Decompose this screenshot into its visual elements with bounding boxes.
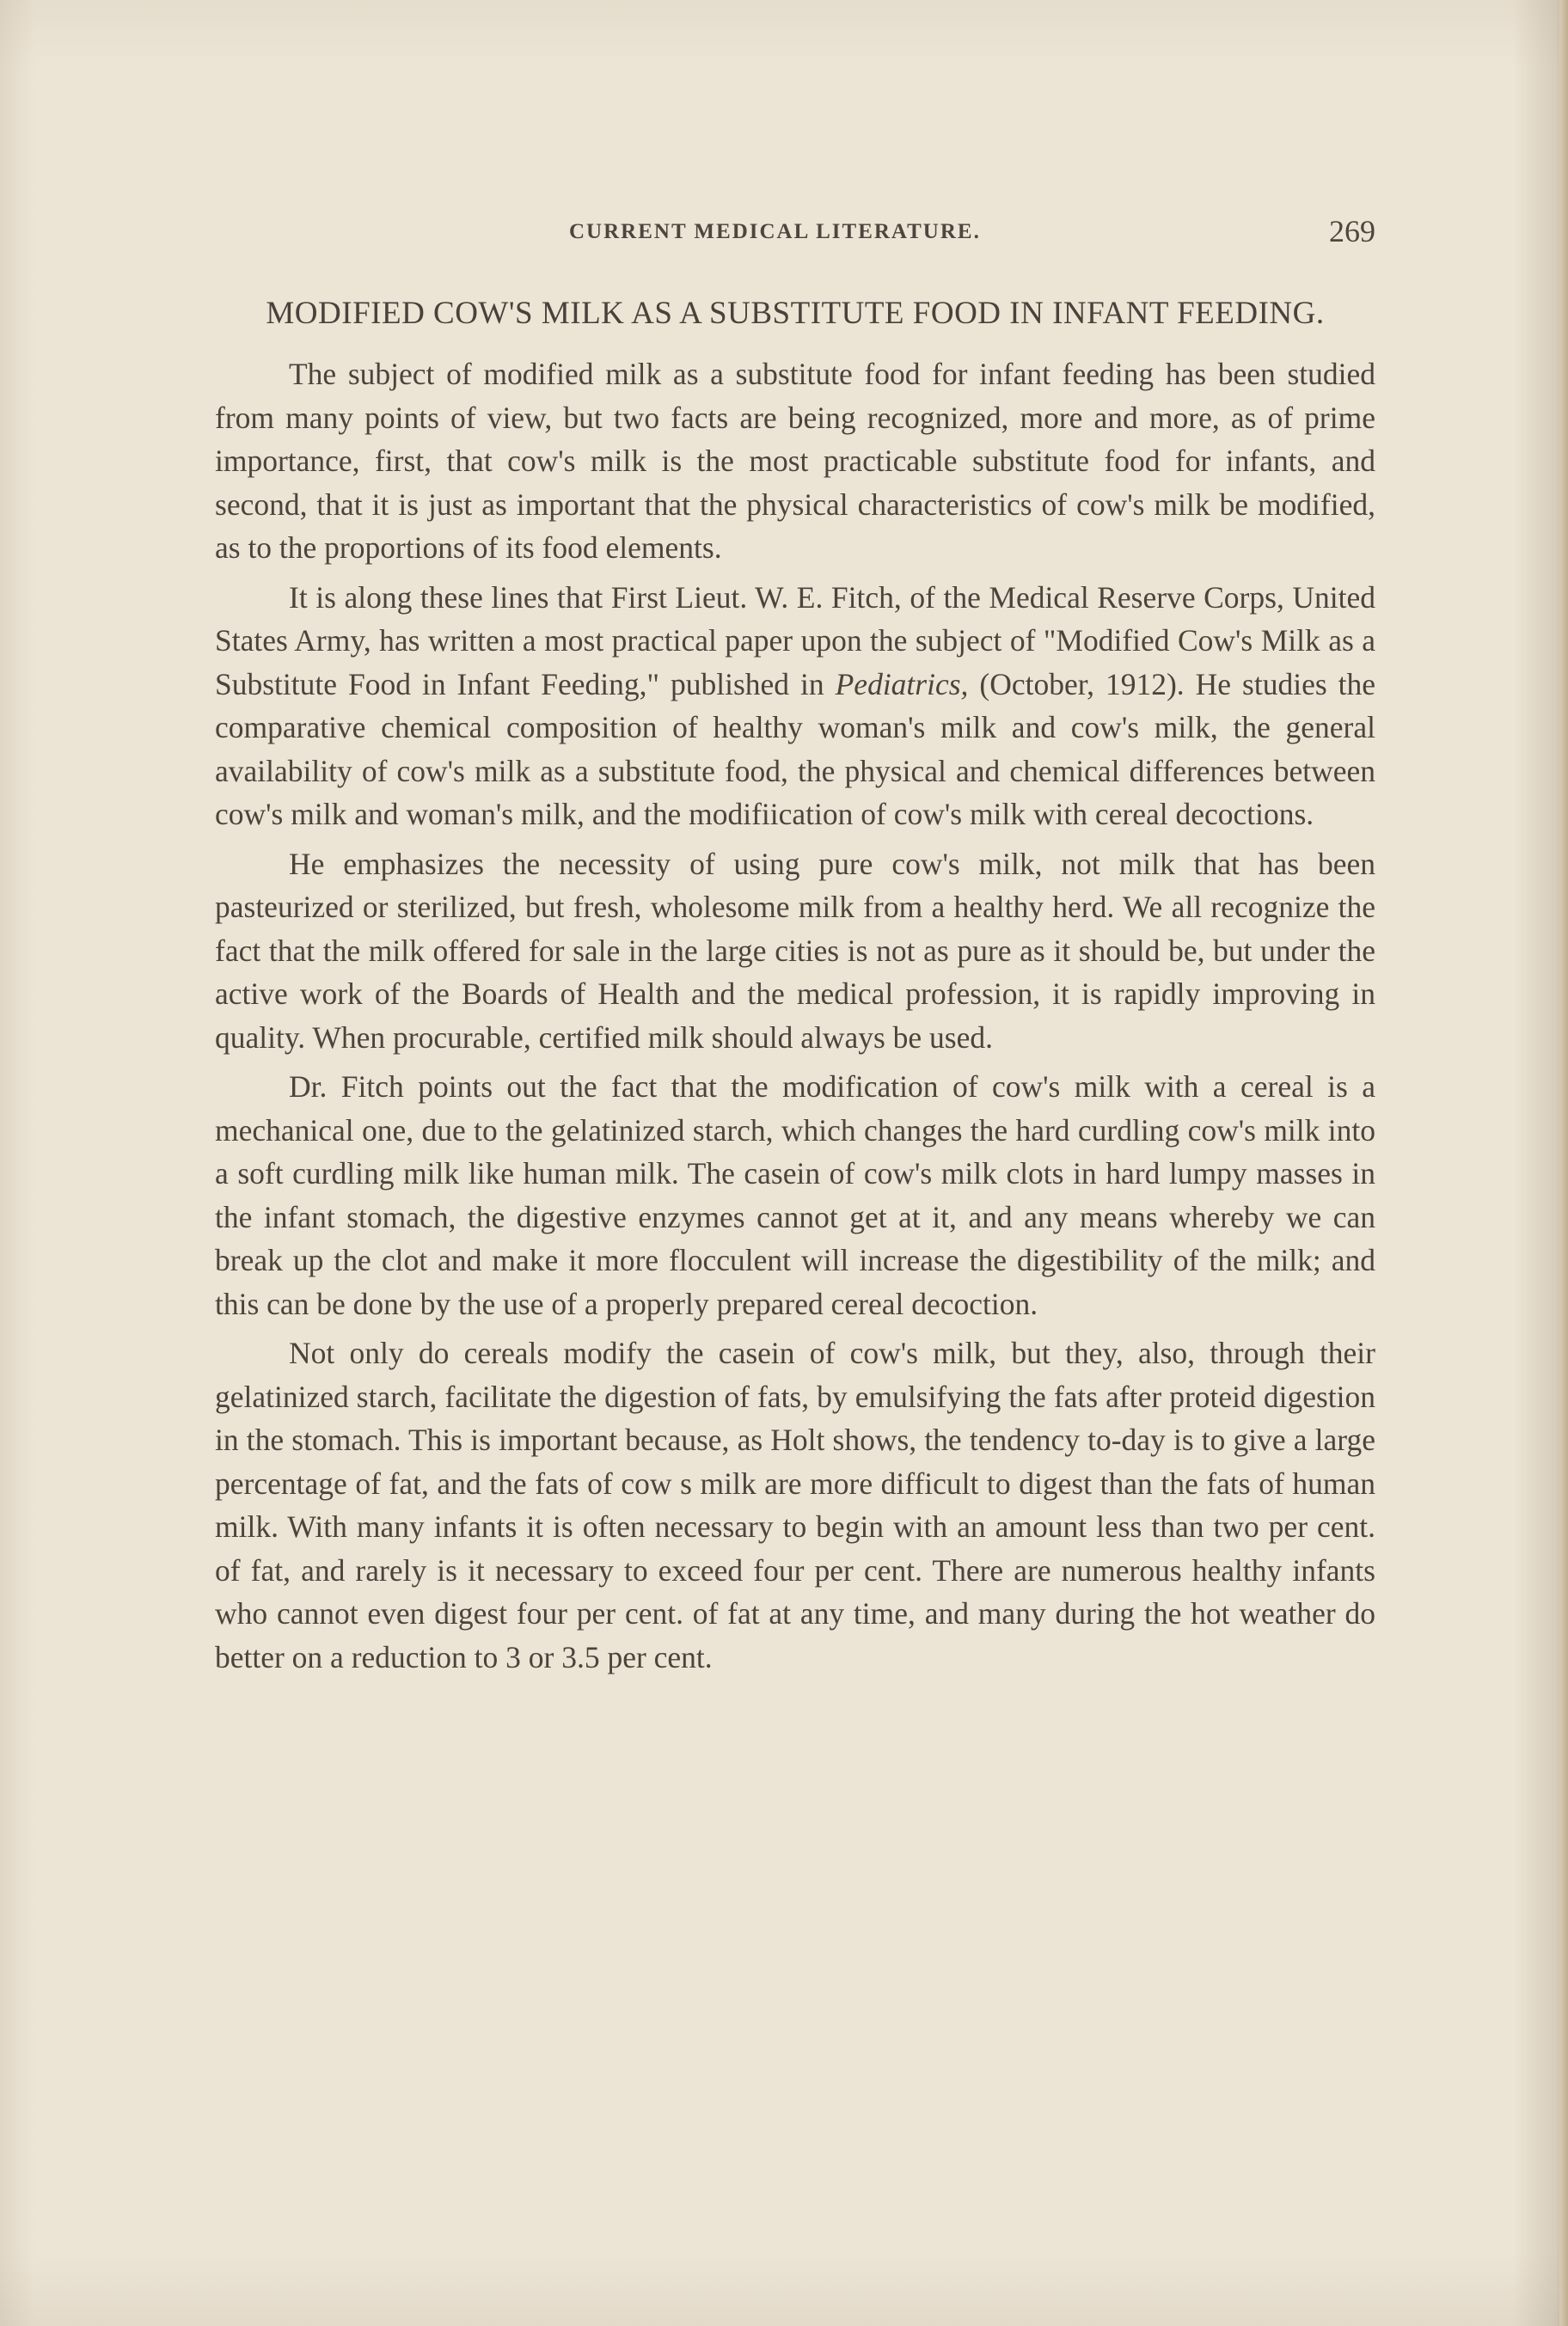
paragraph-3: He emphasizes the necessity of using pure cow's milk, not milk that has been pasteurized or sterilized, but fresh, wholesome milk from a healthy herd. We all recognize the fact that the milk offered for sale in the large cities is not as pure as it should be, but under the active work of the Boards of Health and the medical profession, it is rapidly improving in quality. When procurable, certified milk should always be used. xyxy=(215,846,1375,1055)
page-edge-shadow xyxy=(1559,0,1568,2326)
running-head-title: CURRENT MEDICAL LITERATURE. xyxy=(569,220,981,243)
article-title: MODIFIED COW'S MILK AS A SUBSTITUTE FOOD IN INFANT FEEDING. xyxy=(266,296,1325,331)
paragraph-1: The subject of modified milk as a substitute food for infant feeding has been studied from many points of view, but two facts are being recognized, more and more, as of prime importance, first, that cow's milk is the most practicable substitute food for infants, and second, that it is just as important that the physical characteristics of cow's milk be modified, as to the proportions of its food elements. xyxy=(215,357,1375,565)
paragraph-2 xyxy=(215,576,1375,836)
running-head xyxy=(215,213,1375,256)
page-number: 269 xyxy=(1329,214,1375,248)
article xyxy=(215,292,1375,1679)
paragraph-4: Dr. Fitch points out the fact that the modification of cow's milk with a cereal is a mechanical one, due to the gelatinized starch, which changes the hard curdling cow's milk into a soft curdling milk like human milk. The casein of cow's milk clots in hard lumpy masses in the infant stomach, the digestive enzymes cannot get at it, and any means whereby we can break up the clot and make it more flocculent will increase the digestibility of the milk; and this can be done by the use of a properly prepared cereal decoction. xyxy=(215,1069,1375,1321)
paragraph-5: Not only do cereals modify the casein of cow's milk, but they, also, through their gelatinized starch, facilitate the digestion of fats, by emulsifying the fats after proteid digestion in the stomach. This is important because, as Holt shows, the tendency to-day is to give a large percentage of fat, and the fats of cow s milk are more difficult to digest than the fats of human milk. With many infants it is often necessary to begin with an amount less than two per cent. of fat, and rarely is it necessary to exceed four per cent. There are numerous healthy infants who cannot even digest four per cent. of fat at any time, and many during the hot weather do better on a reduction to 3 or 3.5 per cent. xyxy=(215,1336,1375,1674)
journal-name: Pediatrics, xyxy=(835,666,969,701)
paragraph-2-text-after: (October, 1912). He studies the comparative chemical composition of healthy woman's milk and cow's milk, the general availability of cow's milk as a substitute food, the physical and chemical differences between cow's milk and woman's milk, and the modifiication of cow's milk with cereal decoctions. xyxy=(215,666,1375,831)
paragraph-2-text-before: It is along these lines that First Lieut. W. E. Fitch, of the Medical Reserve Corps, United States Army, has written a most practical paper upon the subject of "Modified Cow's Milk as a Substitute Food in Infant Feeding," published in xyxy=(215,579,1375,701)
